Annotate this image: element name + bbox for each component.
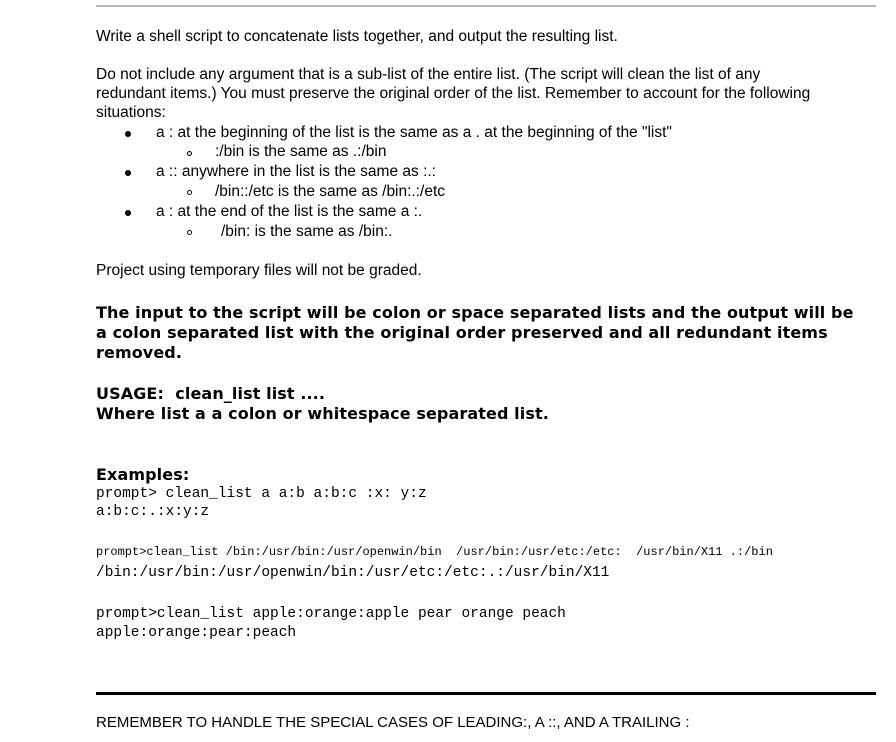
- reminder-text: REMEMBER TO HANDLE THE SPECIAL CASES OF LEADING:, A ::, AND A TRAILING :: [96, 714, 690, 731]
- bold-statement-line: removed.: [96, 343, 183, 362]
- bold-statement-line: a colon separated list with the original order preserved and all redundant items: [96, 323, 828, 342]
- bullet-icon: [125, 210, 131, 216]
- example-output: a:b:c:.:x:y:z: [96, 504, 210, 520]
- example-command: prompt>clean_list /bin:/usr/bin:/usr/openwin/bin /usr/bin:/usr/etc:/etc: /usr/bin/X11 .:/bin: [96, 545, 773, 559]
- example-output: apple:orange:pear:peach: [96, 625, 297, 641]
- usage-description: Where list a a colon or whitespace separated list.: [96, 404, 549, 423]
- bold-statement-line: The input to the script will be colon or space separated lists and the output will be: [96, 303, 854, 322]
- paragraph-line: redundant items.) You must preserve the original order of the list. Remember to account for the following: [96, 85, 811, 102]
- bottom-divider: [96, 692, 876, 695]
- situation-example: /bin::/etc is the same as /bin:.:/etc: [215, 183, 446, 200]
- situation-item: a :: anywhere in the list is the same as :.:: [156, 163, 436, 180]
- paragraph-line: situations:: [96, 104, 166, 121]
- situation-example: :/bin is the same as .:/bin: [215, 143, 387, 160]
- temp-files-note: Project using temporary files will not be graded.: [96, 262, 422, 279]
- top-divider: [96, 5, 876, 7]
- example-command: prompt>clean_list apple:orange:apple pear orange peach: [96, 606, 566, 622]
- situation-example: /bin: is the same as /bin:.: [221, 223, 393, 240]
- sub-bullet-icon: [187, 230, 192, 235]
- example-output: /bin:/usr/bin:/usr/openwin/bin:/usr/etc:/etc:.:/usr/bin/X11: [96, 565, 610, 581]
- bullet-icon: [125, 170, 131, 176]
- bullet-icon: [125, 131, 131, 137]
- intro-text: Write a shell script to concatenate lists together, and output the resulting list.: [96, 28, 618, 45]
- sub-bullet-icon: [187, 190, 192, 195]
- situation-item: a : at the beginning of the list is the same as a . at the beginning of the "list": [156, 124, 672, 141]
- usage-line: USAGE: clean_list list ....: [96, 384, 326, 403]
- examples-heading: Examples:: [96, 465, 190, 484]
- paragraph-line: Do not include any argument that is a sub-list of the entire list. (The script will clean the list of any: [96, 66, 761, 83]
- example-command: prompt> clean_list a a:b a:b:c :x: y:z: [96, 486, 427, 502]
- situation-item: a : at the end of the list is the same a :.: [156, 203, 423, 220]
- sub-bullet-icon: [187, 151, 192, 156]
